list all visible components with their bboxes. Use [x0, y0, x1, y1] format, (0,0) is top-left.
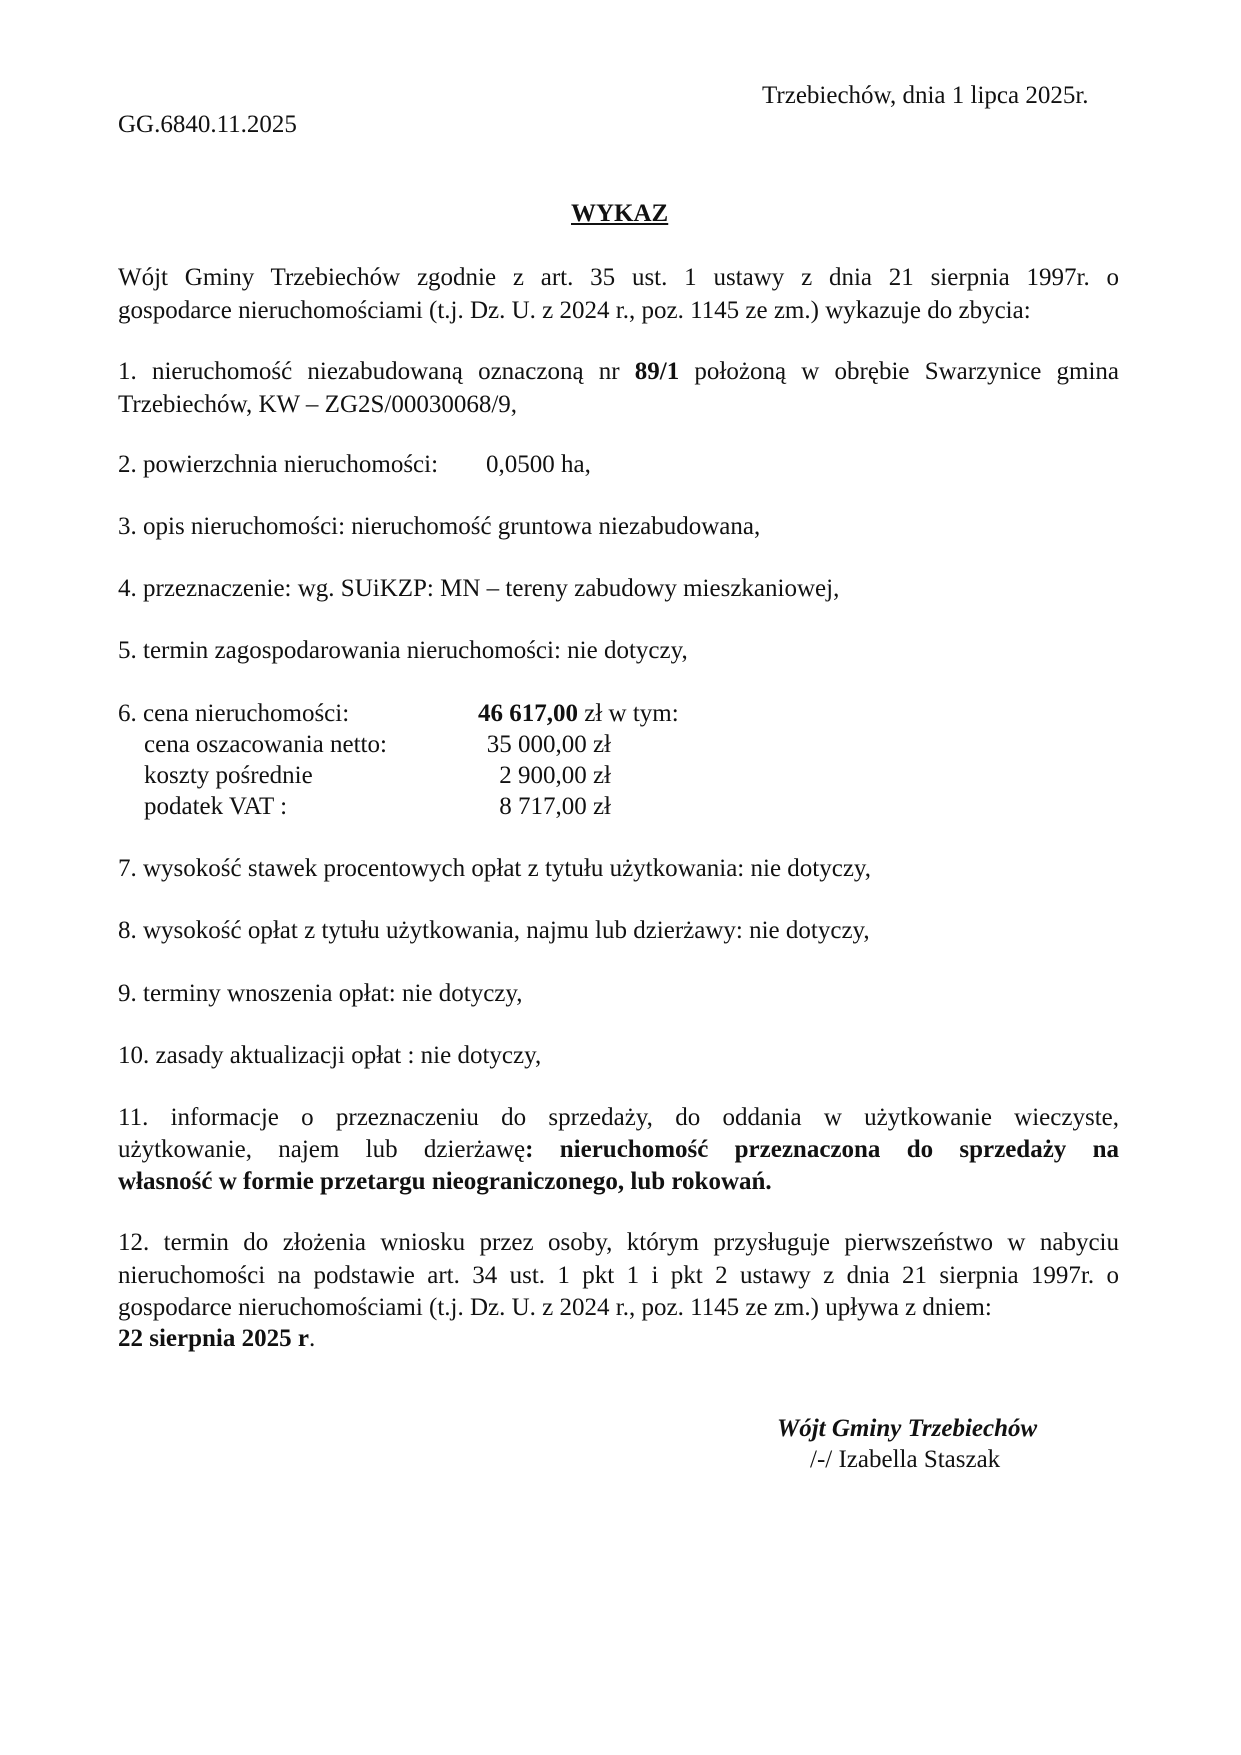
item-10: 10. zasady aktualizacji opłat : nie dotyczy, — [118, 1042, 542, 1069]
item-2-value: 0,0500 ha, — [486, 451, 591, 478]
price-row-value: 2 900,00 zł — [499, 762, 611, 789]
total-price-suffix: zł w tym: — [578, 700, 679, 727]
item-12-line-1: 12. termin do złożenia wniosku przez osoby, którym przysługuje pierwszeństwo w nabyciu — [118, 1229, 1119, 1256]
item-9: 9. terminy wnoszenia opłat: nie dotyczy, — [118, 980, 523, 1007]
price-row-label: podatek VAT : — [144, 793, 288, 820]
document-title: WYKAZ — [571, 200, 669, 227]
item-1-line-1 — [118, 355, 1119, 388]
price-row-label: cena oszacowania netto: — [144, 731, 387, 758]
reference-number: GG.6840.11.2025 — [118, 111, 297, 138]
item-4: 4. przeznaczenie: wg. SUiKZP: MN – tereny zabudowy mieszkaniowej, — [118, 575, 840, 602]
item-7: 7. wysokość stawek procentowych opłat z tytułu użytkowania: nie dotyczy, — [118, 855, 872, 882]
parcel-number: 89/1 — [634, 358, 680, 385]
item-2-label: 2. powierzchnia nieruchomości: — [118, 451, 439, 478]
item-11-bold-text: : nieruchomość przeznaczona do sprzedaży na — [525, 1136, 1119, 1163]
item-6-label: 6. cena nieruchomości: — [118, 700, 350, 727]
item-12-line-3: gospodarce nieruchomościami (t.j. Dz. U. z 2024 r., poz. 1145 ze zm.) upływa z dniem: — [118, 1294, 992, 1321]
item-11-line-3: własność w formie przetargu nieograniczonego, lub rokowań. — [118, 1168, 772, 1195]
item-6-total — [478, 697, 679, 730]
item-5: 5. termin zagospodarowania nieruchomości: nie dotyczy, — [118, 637, 688, 664]
deadline-period: . — [308, 1325, 316, 1352]
place-date: Trzebiechów, dnia 1 lipca 2025r. — [762, 82, 1089, 109]
item-11-line-2 — [118, 1133, 1119, 1166]
item-8: 8. wysokość opłat z tytułu użytkowania, najmu lub dzierżawy: nie dotyczy, — [118, 917, 870, 944]
total-price: 46 617,00 — [478, 700, 578, 727]
item-1-text: 1. nieruchomość niezabudowaną oznaczoną nr — [118, 358, 635, 385]
item-3: 3. opis nieruchomości: nieruchomość gruntowa niezabudowana, — [118, 513, 761, 540]
item-11-line-1: 11. informacje o przeznaczeniu do sprzedaży, do oddania w użytkowanie wieczyste, — [118, 1104, 1119, 1131]
intro-line-1: Wójt Gminy Trzebiechów zgodnie z art. 35 ust. 1 ustawy z dnia 21 sierpnia 1997r. o — [118, 264, 1119, 291]
item-11-text: użytkowanie, najem lub dzierżawę — [118, 1136, 526, 1163]
signature-role: Wójt Gminy Trzebiechów — [777, 1415, 1038, 1442]
price-row-label: koszty pośrednie — [144, 762, 313, 789]
intro-line-2: gospodarce nieruchomościami (t.j. Dz. U. z 2024 r., poz. 1145 ze zm.) wykazuje do zbycia: — [118, 297, 1031, 324]
deadline-date: 22 sierpnia 2025 r — [118, 1325, 309, 1352]
item-1-line-2: Trzebiechów, KW – ZG2S/00030068/9, — [118, 391, 518, 418]
item-1-location: położoną w obrębie Swarzynice gmina — [679, 358, 1119, 385]
price-row-value: 8 717,00 zł — [499, 793, 611, 820]
signature-name: /-/ Izabella Staszak — [810, 1446, 1001, 1473]
item-12-line-4 — [118, 1322, 315, 1355]
item-12-line-2: nieruchomości na podstawie art. 34 ust. 1 pkt 1 i pkt 2 ustawy z dnia 21 sierpnia 1997r. o — [118, 1262, 1119, 1289]
price-row-value: 35 000,00 zł — [486, 731, 611, 758]
